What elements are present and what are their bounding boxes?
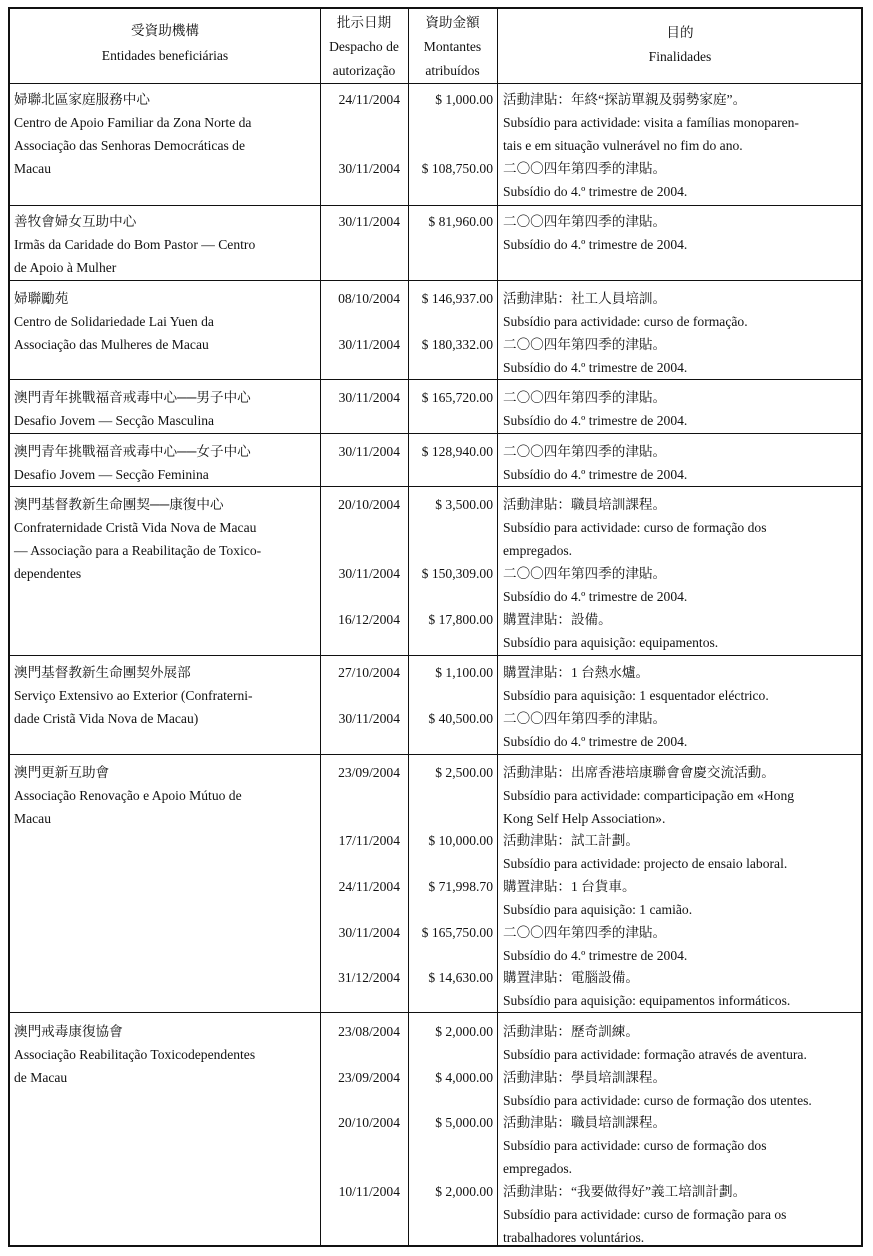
grant-date: 24/11/2004: [338, 879, 400, 894]
entity-name-pt: Desafio Jovem — Secção Feminina: [14, 467, 209, 482]
grant-purpose-zh: 購置津貼：電腦設備。: [503, 970, 639, 985]
entity-name-pt: Associação das Senhoras Democráticas de: [14, 138, 246, 153]
grant-date: 17/11/2004: [338, 833, 400, 848]
grant-amount: $ 17,800.00: [428, 612, 493, 627]
entity-name-pt: Macau: [14, 161, 51, 176]
entity-name-pt: Serviço Extensivo ao Exterior (Confraterni-: [14, 688, 253, 703]
entity-name-zh: 澳門更新互助會: [14, 765, 110, 780]
entity-name-pt: Desafio Jovem — Secção Masculina: [14, 413, 215, 428]
grant-purpose-pt: Subsídio do 4.º trimestre de 2004.: [503, 413, 688, 428]
grant-date: 31/12/2004: [338, 970, 400, 985]
grant-date: 30/11/2004: [338, 566, 400, 581]
grant-purpose-pt: Subsídio para actividade: formação através de aventura.: [503, 1047, 807, 1062]
entity-name-zh: 善牧會婦女互助中心: [14, 214, 137, 229]
grant-date: 08/10/2004: [338, 291, 400, 306]
grant-purpose-pt: Subsídio para actividade: curso de formação dos utentes.: [503, 1093, 812, 1108]
header-entity-zh: 受資助機構: [131, 23, 199, 38]
entity-name-zh: 澳門基督教新生命團契──康復中心: [14, 497, 224, 512]
grant-amount: $ 180,332.00: [421, 337, 493, 352]
grant-amount: $ 2,000.00: [435, 1024, 493, 1039]
grant-amount: $ 1,000.00: [435, 92, 493, 107]
grant-purpose-zh: 二〇〇四年第四季的津貼。: [503, 390, 667, 405]
grant-date: 23/09/2004: [338, 1070, 400, 1085]
grant-purpose-zh: 活動津貼：職員培訓課程。: [503, 497, 667, 512]
row-divider: [10, 205, 861, 206]
grant-purpose-zh: 二〇〇四年第四季的津貼。: [503, 566, 667, 581]
grant-purpose-pt: Subsídio para actividade: curso de formação dos: [503, 520, 767, 535]
row-divider: [10, 1012, 861, 1013]
grant-amount: $ 4,000.00: [435, 1070, 493, 1085]
grant-purpose-pt: Subsídio do 4.º trimestre de 2004.: [503, 184, 688, 199]
grant-purpose-zh: 購置津貼：1 台貨車。: [503, 879, 636, 894]
grant-purpose-pt: Subsídio para aquisição: equipamentos informáticos.: [503, 993, 791, 1008]
entity-name-pt: — Associação para a Reabilitação de Toxico-: [14, 543, 262, 558]
grant-purpose-pt: empregados.: [503, 543, 573, 558]
header-purpose-zh: 目的: [666, 25, 694, 40]
grant-amount: $ 5,000.00: [435, 1115, 493, 1130]
row-divider: [10, 655, 861, 656]
grant-purpose-zh: 活動津貼：職員培訓課程。: [503, 1115, 667, 1130]
grant-purpose-zh: 活動津貼：年終“探訪單親及弱勢家庭”。: [503, 92, 747, 107]
header-date-zh: 批示日期: [336, 15, 392, 30]
grant-purpose-zh: 活動津貼：社工人員培訓。: [503, 291, 667, 306]
header-entity-pt: Entidades beneficiárias: [101, 48, 229, 63]
grant-amount: $ 71,998.70: [428, 879, 493, 894]
entity-name-pt: de Apoio à Mulher: [14, 260, 117, 275]
grant-date: 27/10/2004: [338, 665, 400, 680]
grant-purpose-zh: 二〇〇四年第四季的津貼。: [503, 337, 667, 352]
grant-amount: $ 2,000.00: [435, 1184, 493, 1199]
grant-amount: $ 14,630.00: [428, 970, 493, 985]
entity-name-pt: Irmãs da Caridade do Bom Pastor — Centro: [14, 237, 256, 252]
grant-amount: $ 165,750.00: [421, 925, 493, 940]
entity-name-pt: dade Cristã Vida Nova de Macau): [14, 711, 199, 726]
entity-name-zh: 澳門基督教新生命團契外展部: [14, 665, 191, 680]
grant-purpose-pt: tais e em situação vulnerável no fim do ano.: [503, 138, 743, 153]
header-amount-zh: 資助金額: [425, 15, 480, 30]
grant-purpose-pt: Subsídio do 4.º trimestre de 2004.: [503, 734, 688, 749]
entity-name-pt: Associação Reabilitação Toxicodependentes: [14, 1047, 256, 1062]
grant-date: 20/10/2004: [338, 1115, 400, 1130]
grant-amount: $ 128,940.00: [421, 444, 493, 459]
header-date-pt2: autorização: [332, 63, 396, 78]
grant-purpose-pt: Subsídio para actividade: visita a famílias monoparen-: [503, 115, 799, 130]
entity-name-zh: 澳門青年挑戰福音戒毒中心──女子中心: [14, 444, 251, 459]
grant-purpose-pt: Subsídio do 4.º trimestre de 2004.: [503, 237, 688, 252]
row-divider: [10, 280, 861, 281]
grant-purpose-pt: Subsídio para actividade: comparticipação em «Hong: [503, 788, 795, 803]
grant-purpose-pt: Subsídio do 4.º trimestre de 2004.: [503, 948, 688, 963]
grant-purpose-pt: Subsídio para actividade: curso de formação dos: [503, 1138, 767, 1153]
subsidy-table: [8, 7, 863, 1247]
header-purpose-pt: Finalidades: [648, 49, 712, 64]
row-divider: [10, 486, 861, 487]
entity-name-zh: 澳門青年挑戰福音戒毒中心──男子中心: [14, 390, 251, 405]
grant-date: 30/11/2004: [338, 390, 400, 405]
entity-name-pt: Associação das Mulheres de Macau: [14, 337, 209, 352]
entity-name-pt: Confraternidade Cristã Vida Nova de Macau: [14, 520, 257, 535]
grant-amount: $ 2,500.00: [435, 765, 493, 780]
grant-date: 30/11/2004: [338, 925, 400, 940]
grant-purpose-zh: 活動津貼：試工計劃。: [503, 833, 639, 848]
grant-amount: $ 146,937.00: [421, 291, 493, 306]
grant-date: 30/11/2004: [338, 711, 400, 726]
grant-amount: $ 10,000.00: [428, 833, 493, 848]
grant-amount: $ 165,720.00: [421, 390, 493, 405]
grant-purpose-zh: 二〇〇四年第四季的津貼。: [503, 925, 667, 940]
row-divider: [10, 379, 861, 380]
grant-amount: $ 81,960.00: [428, 214, 493, 229]
grant-purpose-pt: Subsídio do 4.º trimestre de 2004.: [503, 589, 688, 604]
grant-amount: $ 150,309.00: [421, 566, 493, 581]
row-divider: [10, 433, 861, 434]
entity-name-zh: 婦聯北區家庭服務中心: [14, 92, 150, 107]
row-divider: [10, 754, 861, 755]
entity-name-zh: 澳門戒毒康復協會: [14, 1024, 123, 1039]
header-amount-pt2: atribuídos: [425, 63, 480, 78]
grant-purpose-pt: trabalhadores voluntários.: [503, 1230, 645, 1245]
grant-purpose-pt: Subsídio do 4.º trimestre de 2004.: [503, 467, 688, 482]
grant-purpose-zh: 活動津貼：出席香港培康聯會會慶交流活動。: [503, 765, 775, 780]
grant-purpose-pt: Subsídio do 4.º trimestre de 2004.: [503, 360, 688, 375]
entity-name-pt: Associação Renovação e Apoio Mútuo de: [14, 788, 242, 803]
grant-date: 23/08/2004: [338, 1024, 400, 1039]
header-amount-pt1: Montantes: [423, 39, 482, 54]
grant-purpose-pt: Subsídio para actividade: curso de formação.: [503, 314, 748, 329]
entity-name-pt: Centro de Apoio Familiar da Zona Norte da: [14, 115, 252, 130]
entity-name-pt: de Macau: [14, 1070, 68, 1085]
grant-date: 10/11/2004: [338, 1184, 400, 1199]
grant-purpose-zh: 二〇〇四年第四季的津貼。: [503, 711, 667, 726]
grant-date: 23/09/2004: [338, 765, 400, 780]
grant-purpose-zh: 二〇〇四年第四季的津貼。: [503, 214, 667, 229]
grant-purpose-zh: 活動津貼：“我要做得好”義工培訓計劃。: [503, 1184, 747, 1199]
header-divider: [10, 83, 861, 84]
grant-purpose-pt: empregados.: [503, 1161, 573, 1176]
grant-purpose-pt: Subsídio para aquisição: 1 camião.: [503, 902, 693, 917]
grant-date: 24/11/2004: [338, 92, 400, 107]
grant-purpose-zh: 活動津貼：學員培訓課程。: [503, 1070, 667, 1085]
grant-purpose-pt: Subsídio para actividade: curso de formação para os: [503, 1207, 787, 1222]
grant-date: 30/11/2004: [338, 444, 400, 459]
grant-amount: $ 1,100.00: [435, 665, 493, 680]
column-divider: [497, 9, 498, 1245]
grant-amount: $ 3,500.00: [435, 497, 493, 512]
grant-purpose-zh: 二〇〇四年第四季的津貼。: [503, 444, 667, 459]
grant-purpose-pt: Subsídio para aquisição: equipamentos.: [503, 635, 719, 650]
grant-purpose-pt: Subsídio para actividade: projecto de ensaio laboral.: [503, 856, 788, 871]
grant-purpose-pt: Kong Self Help Association».: [503, 811, 666, 826]
grant-purpose-pt: Subsídio para aquisição: 1 esquentador eléctrico.: [503, 688, 769, 703]
grant-purpose-zh: 購置津貼：1 台熱水爐。: [503, 665, 650, 680]
grant-date: 20/10/2004: [338, 497, 400, 512]
grant-date: 30/11/2004: [338, 214, 400, 229]
entity-name-zh: 婦聯勵苑: [14, 291, 69, 306]
grant-purpose-zh: 購置津貼：設備。: [503, 612, 612, 627]
grant-purpose-zh: 活動津貼：歷奇訓練。: [503, 1024, 639, 1039]
grant-date: 16/12/2004: [338, 612, 400, 627]
grant-amount: $ 108,750.00: [421, 161, 493, 176]
entity-name-pt: Macau: [14, 811, 51, 826]
entity-name-pt: dependentes: [14, 566, 82, 581]
grant-date: 30/11/2004: [338, 161, 400, 176]
grant-amount: $ 40,500.00: [428, 711, 493, 726]
grant-purpose-zh: 二〇〇四年第四季的津貼。: [503, 161, 667, 176]
grant-date: 30/11/2004: [338, 337, 400, 352]
header-date-pt1: Despacho de: [329, 39, 399, 54]
entity-name-pt: Centro de Solidariedade Lai Yuen da: [14, 314, 214, 329]
